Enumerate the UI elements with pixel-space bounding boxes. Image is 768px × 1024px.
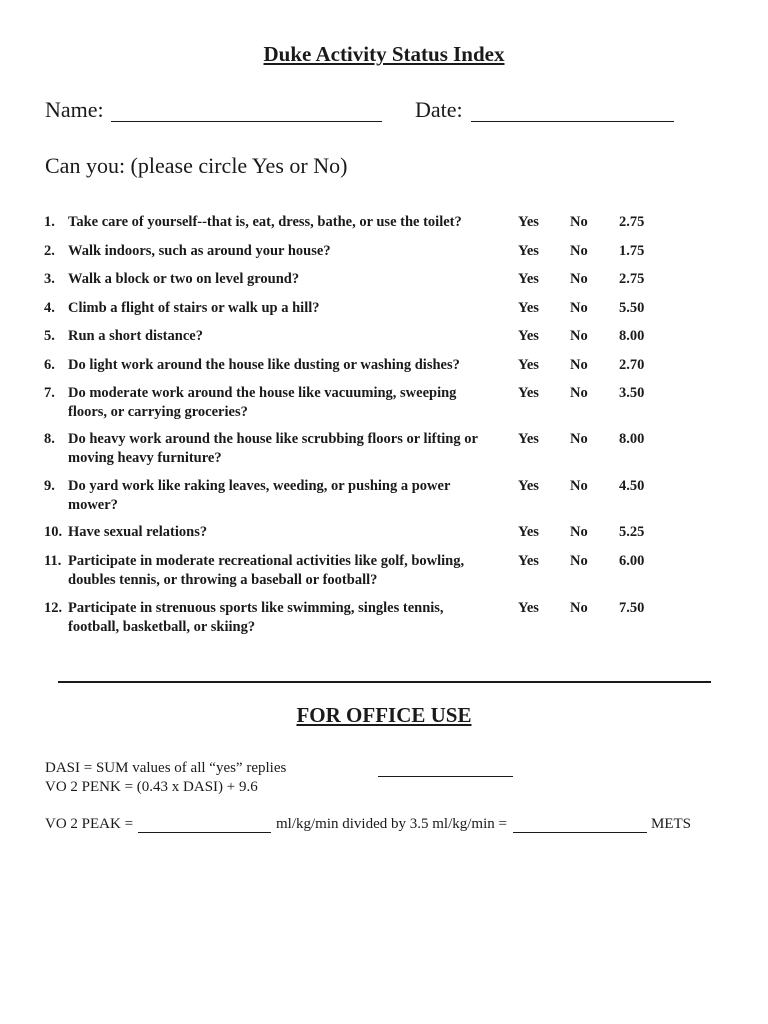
question-number: 6. [44,357,55,373]
form-title: Duke Activity Status Index [263,42,505,66]
date-label: Date: [415,97,463,122]
vo2-peak-field[interactable] [138,832,271,833]
no-option[interactable]: No [570,357,588,373]
no-option[interactable]: No [570,328,588,344]
no-option[interactable]: No [570,478,588,494]
question-number: 2. [44,243,55,259]
vo2-peak-label: VO 2 PEAK = [45,816,134,832]
no-option[interactable]: No [570,243,588,259]
question-number: 8. [44,431,55,447]
vo2-formula: VO 2 PENK = (0.43 x DASI) + 9.6 [45,779,258,795]
question-score: 8.00 [619,431,645,447]
question-number: 12. [44,600,63,616]
question-score: 2.75 [619,271,645,287]
question-score: 5.50 [619,300,645,316]
question-score: 6.00 [619,553,645,569]
no-option[interactable]: No [570,431,588,447]
question-score: 4.50 [619,478,645,494]
question-number: 3. [44,271,55,287]
no-option[interactable]: No [570,385,588,401]
no-option[interactable]: No [570,300,588,316]
no-option[interactable]: No [570,271,588,287]
question-text: Walk a block or two on level ground? [68,271,300,287]
question-text: Have sexual relations? [68,524,208,540]
yes-option[interactable]: Yes [518,600,539,616]
question-score: 7.50 [619,600,645,616]
question-number: 10. [44,524,63,540]
divide-text: ml/kg/min divided by 3.5 ml/kg/min = [276,816,507,832]
dasi-formula: DASI = SUM values of all “yes” replies [45,760,287,776]
no-option[interactable]: No [570,600,588,616]
question-text: Take care of yourself--that is, eat, dress, bathe, or use the toilet? [68,214,462,230]
question-number: 4. [44,300,55,316]
question-number: 5. [44,328,55,344]
question-score: 5.25 [619,524,645,540]
mets-label: METS [651,816,692,832]
yes-option[interactable]: Yes [518,431,539,447]
yes-option[interactable]: Yes [518,553,539,569]
yes-option[interactable]: Yes [518,478,539,494]
question-number: 7. [44,385,55,401]
section-divider [58,681,711,683]
question-score: 1.75 [619,243,645,259]
instructions: Can you: (please circle Yes or No) [45,153,348,178]
question-number: 1. [44,214,55,230]
question-text: Climb a flight of stairs or walk up a hill? [68,300,320,316]
question-text: Do moderate work around the house like vacuuming, sweeping floors, or carrying groceries? [68,385,457,420]
yes-option[interactable]: Yes [518,214,539,230]
yes-option[interactable]: Yes [518,357,539,373]
name-label: Name: [45,97,104,122]
name-field[interactable] [111,121,382,122]
question-text: Participate in moderate recreational activities like golf, bowling, doubles tennis, or throwing a baseball or football? [68,553,465,588]
dasi-total-field[interactable] [378,776,513,777]
yes-option[interactable]: Yes [518,271,539,287]
question-number: 9. [44,478,55,494]
yes-option[interactable]: Yes [518,385,539,401]
question-text: Walk indoors, such as around your house? [68,243,331,259]
date-field[interactable] [471,121,674,122]
question-score: 3.50 [619,385,645,401]
office-use-title: FOR OFFICE USE [296,703,472,727]
question-text: Do yard work like raking leaves, weeding, or pushing a power mower? [68,478,451,513]
yes-option[interactable]: Yes [518,328,539,344]
yes-option[interactable]: Yes [518,243,539,259]
yes-option[interactable]: Yes [518,524,539,540]
no-option[interactable]: No [570,553,588,569]
question-score: 2.75 [619,214,645,230]
mets-field[interactable] [513,832,647,833]
no-option[interactable]: No [570,214,588,230]
question-text: Do light work around the house like dusting or washing dishes? [68,357,460,373]
question-text: Participate in strenuous sports like swimming, singles tennis, football, basketball, or skiing? [68,600,444,635]
question-score: 2.70 [619,357,645,373]
question-number: 11. [44,553,62,569]
yes-option[interactable]: Yes [518,300,539,316]
question-text: Run a short distance? [68,328,203,344]
no-option[interactable]: No [570,524,588,540]
question-score: 8.00 [619,328,645,344]
question-text: Do heavy work around the house like scrubbing floors or lifting or moving heavy furniture? [68,431,478,466]
